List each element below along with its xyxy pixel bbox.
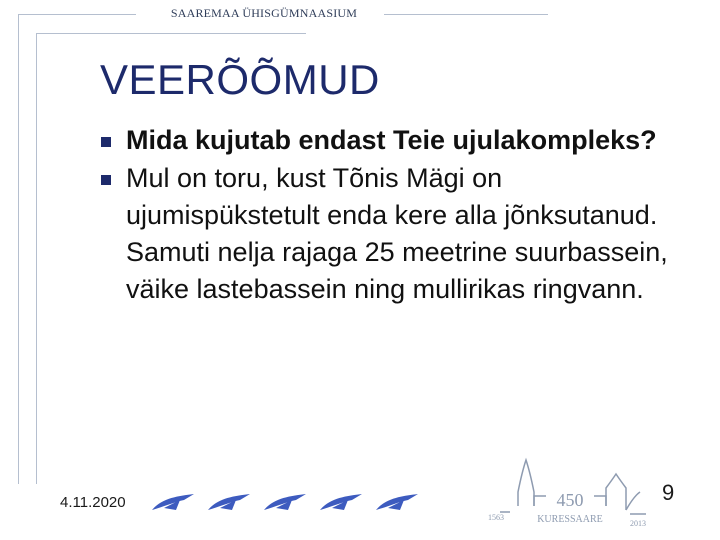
bullet-text: Mida kujutab endast Teie ujulakompleks? (126, 125, 657, 155)
bullet-item-answer (96, 160, 676, 308)
frame-left-line-inner (36, 33, 37, 484)
swoosh-icon (152, 494, 194, 510)
bullet-list (96, 122, 676, 308)
frame-inner-top-line (36, 33, 306, 34)
castle-logo-icon (470, 452, 670, 532)
frame-left-line-outer (18, 14, 19, 484)
swoosh-icon (376, 494, 418, 510)
square-bullet-icon (101, 175, 111, 185)
frame-top-line-left (18, 14, 136, 15)
page-number: 9 (662, 480, 675, 505)
swoosh-icon (264, 494, 306, 510)
slide-date: 4.11.2020 (60, 494, 126, 511)
swoosh-decoration (150, 488, 430, 518)
logo-center-text: 450 (556, 490, 584, 510)
frame-top-line-right (384, 14, 548, 15)
slide-title: VEERÕÕMUD (100, 56, 380, 103)
bullet-text: Mul on toru, kust Tõnis Mägi on ujumispükstetult enda kere alla jõnksutanud. Samuti nelja rajaga 25 meetrine suurbassein, väike lastebassein ning mullirikas ringvann. (126, 163, 668, 304)
logo-right-year: 2013 (630, 519, 646, 528)
school-name-header: SAAREMAA ÜHISGÜMNAASIUM (170, 6, 358, 20)
logo-left-year: 1563 (488, 513, 504, 522)
swoosh-icon (320, 494, 362, 510)
bullet-item-question (96, 122, 676, 159)
swoosh-icon (208, 494, 250, 510)
logo-name-text: KURESSAARE (537, 514, 603, 525)
square-bullet-icon (101, 137, 111, 147)
